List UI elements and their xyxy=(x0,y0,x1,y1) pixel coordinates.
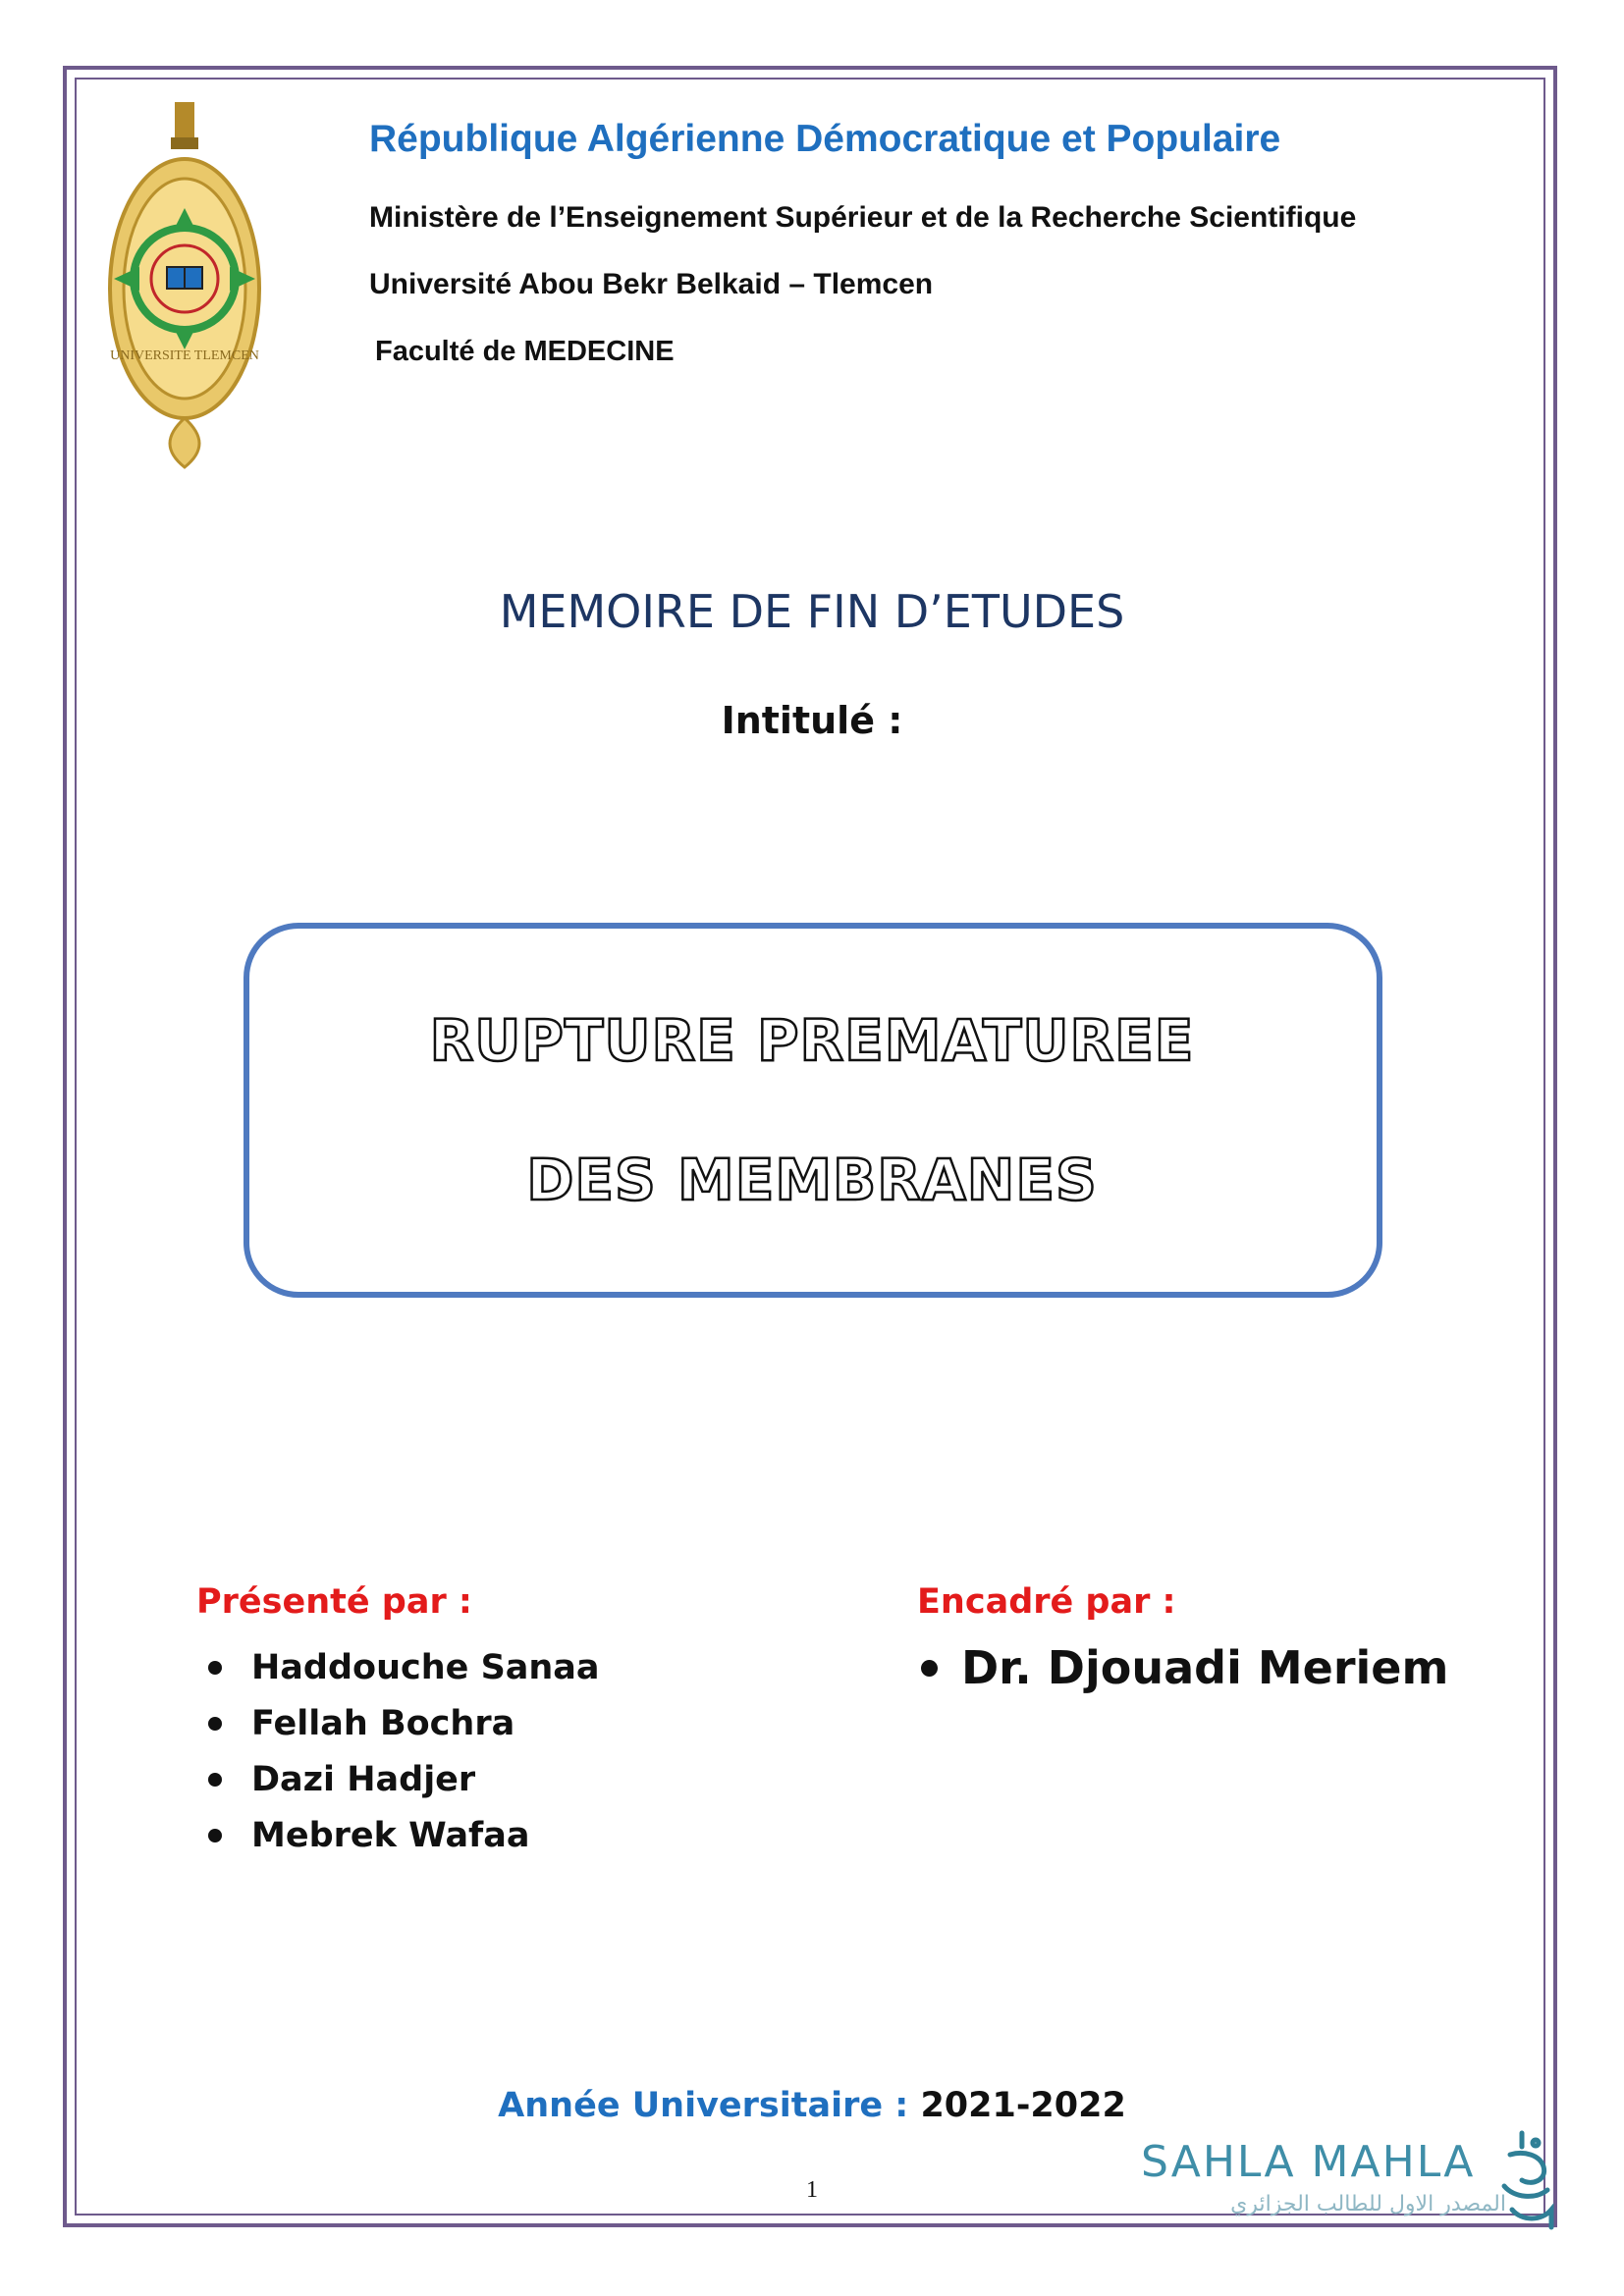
list-item xyxy=(196,1807,600,1863)
academic-year-value: 2021-2022 xyxy=(920,2086,1126,2125)
academic-year xyxy=(0,2086,1624,2125)
supervisor xyxy=(917,1641,1448,1694)
presented-by-label: Présenté par : xyxy=(196,1582,472,1622)
bullet-icon xyxy=(208,1661,222,1675)
sahla-mahla-calligraphy-icon xyxy=(1492,2125,1561,2233)
title-line-2: DES MEMBRANES xyxy=(526,1147,1098,1213)
faculty-heading: Faculté de MEDECINE xyxy=(375,336,675,367)
student-list xyxy=(196,1639,600,1863)
title-line-1: RUPTURE PREMATUREE xyxy=(429,1007,1195,1074)
supervisor-name: Dr. Djouadi Meriem xyxy=(961,1641,1449,1694)
page-number: 1 xyxy=(806,2177,818,2203)
academic-year-label: Année Universitaire : xyxy=(498,2086,921,2125)
watermark-brand: SAHLA MAHLA xyxy=(1141,2137,1476,2187)
student-name: Mebrek Wafaa xyxy=(251,1815,530,1855)
bullet-icon xyxy=(208,1829,222,1842)
student-name: Fellah Bochra xyxy=(251,1703,515,1743)
bullet-icon xyxy=(208,1773,222,1787)
watermark-tagline: المصدر الاول للطالب الجزائري xyxy=(1230,2192,1506,2216)
university-crest-icon xyxy=(106,102,263,475)
supervised-by-label: Encadré par : xyxy=(917,1582,1176,1622)
republic-heading: République Algérienne Démocratique et Populaire xyxy=(369,118,1281,160)
list-item xyxy=(196,1695,600,1751)
student-name: Dazi Hadjer xyxy=(251,1759,476,1799)
document-heading: MEMOIRE DE FIN D’ETUDES xyxy=(499,585,1125,638)
bullet-icon xyxy=(921,1660,938,1677)
bullet-icon xyxy=(208,1717,222,1731)
list-item xyxy=(196,1639,600,1695)
student-name: Haddouche Sanaa xyxy=(251,1647,600,1687)
intitule-label: Intitulé : xyxy=(721,699,903,742)
logo-text: UNIVERSITE TLEMCEN xyxy=(110,348,259,363)
list-item xyxy=(196,1751,600,1807)
title-box xyxy=(244,923,1382,1298)
university-heading: Université Abou Bekr Belkaid – Tlemcen xyxy=(369,268,934,300)
ministry-heading: Ministère de l’Enseignement Supérieur et de la Recherche Scientifique xyxy=(369,201,1357,234)
